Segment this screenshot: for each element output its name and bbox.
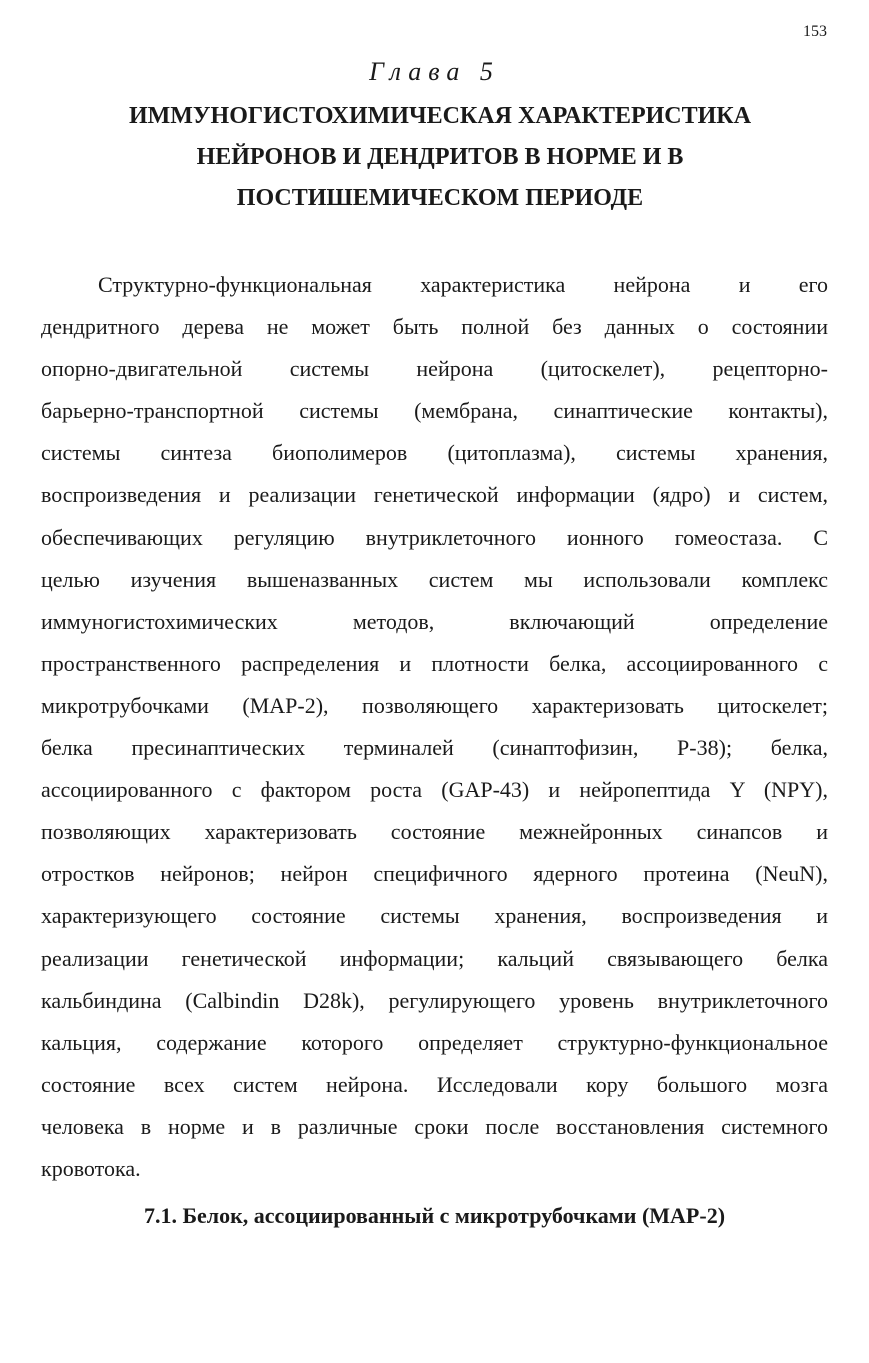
- paragraph-line: дендритного дерева не может быть полной без данных о состоянии: [41, 314, 828, 340]
- paragraph-line: характеризующего состояние системы хранения, воспроизведения и: [41, 903, 828, 929]
- chapter-title-line: ПОСТИШЕМИЧЕСКОМ ПЕРИОДЕ: [236, 185, 644, 211]
- paragraph-line: кальция, содержание которого определяет структурно-функциональное: [41, 1029, 828, 1055]
- page-number: 153: [803, 23, 827, 40]
- paragraph-line: кальбиндина (Calbindin D28k), регулирующего уровень внутриклеточного: [41, 987, 828, 1013]
- paragraph-line: иммуногистохимических методов, включающий определение: [41, 608, 828, 634]
- paragraph-line: человека в норме и в различные сроки после восстановления системного: [41, 1113, 828, 1139]
- chapter-label: Глава 5: [369, 57, 500, 86]
- chapter-title: [60, 96, 820, 219]
- section-heading: 7.1. Белок, ассоциированный с микротрубочками (МАР-2): [143, 1203, 726, 1228]
- paragraph-line: позволяющих характеризовать состояние межнейронных синапсов и: [41, 819, 828, 845]
- paragraph-line: отростков нейронов; нейрон специфичного ядерного протеина (NeuN),: [41, 861, 828, 887]
- paragraph-line: барьерно-транспортной системы (мембрана, синаптические контакты),: [41, 398, 828, 424]
- paragraph-line: системы синтеза биополимеров (цитоплазма), системы хранения,: [41, 440, 828, 466]
- paragraph-line: микротрубочками (МАР-2), позволяющего характеризовать цитоскелет;: [41, 692, 828, 718]
- paragraph-line: пространственного распределения и плотности белка, ассоциированного с: [41, 650, 828, 676]
- paragraph-line: реализации генетической информации; кальций связывающего белка: [41, 945, 828, 971]
- paragraph-line: воспроизведения и реализации генетической информации (ядро) и систем,: [41, 482, 828, 508]
- paragraph-line: кровотока.: [41, 1155, 141, 1181]
- paragraph-line: белка пресинаптических терминалей (синаптофизин, Р-38); белка,: [41, 735, 828, 761]
- paragraph-line: целью изучения вышеназванных систем мы использовали комплекс: [41, 566, 828, 592]
- body-paragraph: [41, 264, 828, 1190]
- chapter-title-line: ИММУНОГИСТОХИМИЧЕСКАЯ ХАРАКТЕРИСТИКА: [128, 103, 752, 129]
- paragraph-line: Структурно-функциональная характеристика нейрона и его: [98, 272, 828, 297]
- paragraph-line: состояние всех систем нейрона. Исследовали кору большого мозга: [41, 1071, 828, 1097]
- paragraph-line: опорно-двигательной системы нейрона (цитоскелет), рецепторно-: [41, 356, 828, 382]
- paragraph-line: обеспечивающих регуляцию внутриклеточного ионного гомеостаза. С: [41, 524, 828, 550]
- paragraph-line: ассоциированного с фактором роста (GAP-43) и нейропептида Y (NPY),: [41, 777, 828, 803]
- chapter-title-line: НЕЙРОНОВ И ДЕНДРИТОВ В НОРМЕ И В: [196, 144, 684, 170]
